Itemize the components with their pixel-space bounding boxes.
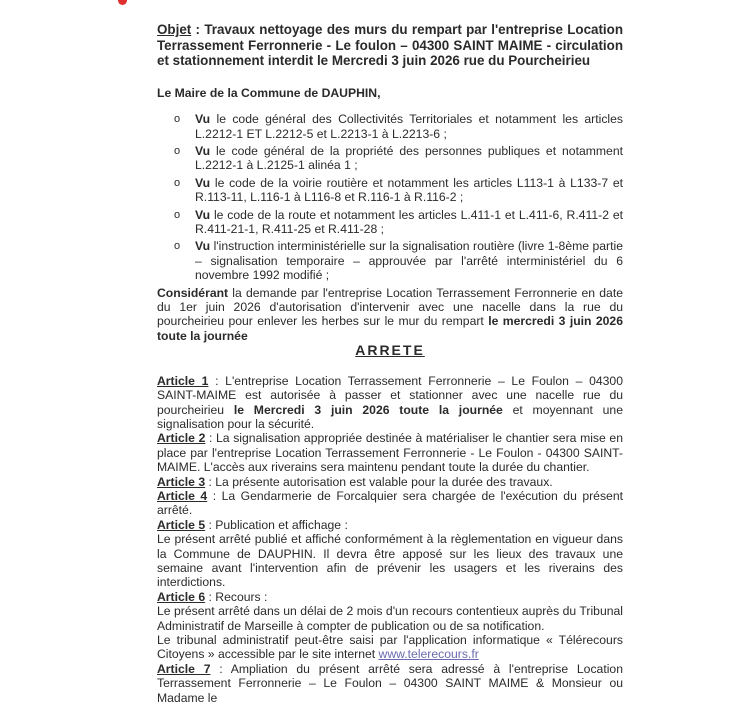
considerant-label: Considérant: [157, 285, 229, 300]
article-4: [157, 489, 623, 518]
considerant-date: le mercredi 3 juin 2026 toute la journée: [157, 314, 623, 343]
objet-text: Travaux nettoyage des murs du rempart par l'entreprise Location Terrassement Ferronnerie - Le foulon – 04300 SAINT MAIME - circulation et stationnement interdit le Mercredi 3 juin 2026 rue du Pourcheirieu: [157, 22, 624, 69]
telerecours-link[interactable]: www.telerecours.fr: [378, 647, 479, 662]
red-corner-mark: [118, 0, 127, 5]
article-6-teleservice: [157, 633, 623, 662]
vu-label: Vu: [195, 207, 211, 222]
article-6-body: Le présent arrêté dans un délai de 2 mois d'un recours contentieux auprès du Tribunal Administratif de Marseille à compter de publication ou de sa notification.: [157, 604, 623, 633]
article-label: Article 1: [157, 373, 209, 388]
vu-item: [157, 176, 623, 205]
article-label: Article 3: [157, 474, 206, 489]
article-text: : La Gendarmerie de Forcalquier sera chargée de l'exécution du présent arrêté.: [157, 488, 623, 518]
article-5: [157, 518, 623, 532]
article-text: : La signalisation appropriée destinée à matérialiser le chantier sera mise en place par l'entreprise Location Terrassement Ferronnerie - Le Foulon - 04300 SAINT-MAIME. L'accès aux riverains sera maintenu pendant toute la durée du chantier.: [157, 431, 623, 475]
article-label: Article 4: [157, 488, 208, 503]
article-text: et moyennant une signalisation pour la sécurité.: [157, 402, 623, 431]
article-3: [157, 475, 623, 489]
article-date: le Mercredi 3 juin 2026 toute la journée: [233, 402, 503, 417]
article-text: Le tribunal administratif peut-être saisi par l'application informatique « Télérecours Citoyens » accessible par le site internet: [157, 633, 623, 662]
article-label: Article 2: [157, 431, 206, 446]
maire-line: Le Maire de la Commune de DAUPHIN,: [157, 85, 381, 100]
bullet-icon: o: [174, 113, 181, 126]
article-label: Article 7: [157, 661, 211, 676]
arrete-heading: ARRETE: [355, 342, 425, 359]
vu-text: le code général de la propriété des personnes publiques et notamment L.2212-1 à L.2125-1 alinéa 1 ;: [195, 144, 623, 173]
vu-label: Vu: [195, 175, 211, 190]
article-1: [157, 374, 623, 432]
bullet-icon: o: [174, 208, 181, 221]
vu-text: le code de la voirie routière et notamment les articles L113-1 à L133-7 et R.113-11, L.116-1 à L116-8 et R.116-1 à R.116-2 ;: [195, 175, 623, 205]
article-6: [157, 590, 623, 604]
vu-label: Vu: [195, 239, 211, 254]
objet-sep: :: [191, 22, 205, 37]
document-page: [157, 22, 623, 705]
bullet-icon: o: [174, 240, 181, 253]
article-text: : Ampliation du présent arrêté sera adressé à l'entreprise Location Terrassement Ferronnerie – Le Foulon – 04300 SAINT MAIME & Monsieur ou Madame le: [157, 661, 623, 705]
article-text: : Publication et affichage :: [205, 517, 348, 532]
article-text: : L'entreprise Location Terrassement Ferronnerie – Le Foulon – 04300 SAINT-MAIME est autorisée à passer et stationner avec une nacelle rue du pourcheirieu: [157, 373, 623, 417]
objet-heading: [157, 22, 623, 69]
article-label: Article 5: [157, 517, 206, 532]
considerant-text: la demande par l'entreprise Location Terrassement Ferronnerie en date du 1er juin 2026 d'autorisation d'intervenir avec une nacelle dans la rue du pourcheirieu pour enlever les herbes sur le mur du rempart: [157, 285, 623, 329]
considerant-paragraph: [157, 286, 623, 344]
vu-item: [157, 112, 623, 141]
article-2: [157, 431, 623, 474]
article-7: [157, 662, 623, 705]
article-5-body: Le présent arrêté publié et affiché conformément à la règlementation en vigueur dans la Commune de DAUPHIN. Il devra être apposé sur les lieux des travaux une semaine avant l'intervention afin de prévenir les usagers et les riverains des interdictions.: [157, 532, 623, 590]
objet-label: Objet: [157, 22, 192, 37]
vu-text: l'instruction interministérielle sur la signalisation routière (livre 1-8ème partie – signalisation temporaire – approuvée par l'arrêté interministériel du 6 novembre 1992 modifié ;: [195, 239, 623, 283]
vu-text: le code de la route et notamment les articles L.411-1 et L.411-6, R.411-2 et R.411-21-1, R.411-25 et R.411-28 ;: [195, 207, 623, 237]
bullet-icon: o: [174, 145, 181, 157]
vu-item: [157, 239, 623, 282]
vu-label: Vu: [195, 112, 211, 127]
vu-text: le code général des Collectivités Territoriales et notamment les articles L.2212-1 ET L.2212-5 et L.2213-1 à L.2213-6 ;: [195, 112, 623, 141]
article-text: : Recours :: [205, 589, 268, 604]
article-label: Article 6: [157, 589, 206, 604]
vu-item: [157, 144, 623, 173]
article-text: : La présente autorisation est valable pour la durée des travaux.: [205, 474, 553, 489]
vus-list: [157, 112, 623, 282]
bullet-icon: o: [174, 176, 181, 189]
vu-label: Vu: [195, 144, 211, 158]
vu-item: [157, 208, 623, 237]
